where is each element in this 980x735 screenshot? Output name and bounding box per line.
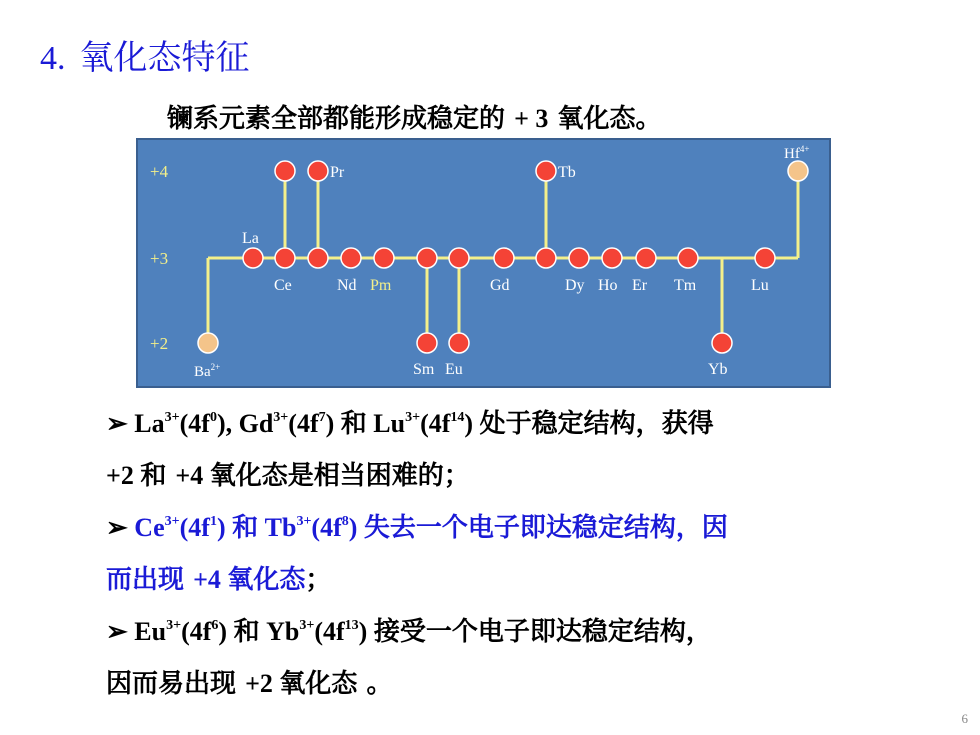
- element-node-la: [243, 248, 263, 268]
- chinese-text: 氧化态是相当困难的；: [209, 461, 470, 491]
- superscript: 3+: [164, 514, 180, 529]
- formula-text: (4f: [311, 513, 342, 542]
- formula-text: ): [218, 617, 234, 646]
- subtitle-statement: [167, 98, 661, 135]
- hf-node: [788, 161, 808, 181]
- bullet-marker: ➢: [106, 513, 128, 542]
- subtitle-part1: 镧系元素全部都能形成稳定的: [167, 104, 515, 134]
- formula-text: Lu: [366, 409, 406, 438]
- level-label: +3: [150, 249, 169, 268]
- section-heading: [40, 30, 250, 79]
- element-node-eu-plus3: [449, 248, 469, 268]
- superscript: 7: [318, 410, 326, 425]
- element-label-nd: Nd: [337, 277, 357, 294]
- element-label-sm: Sm: [413, 361, 435, 378]
- element-node-yb: [712, 333, 732, 353]
- formula-text: (4f: [420, 409, 451, 438]
- element-node-dy: [569, 248, 589, 268]
- bullet-1-line2: [106, 450, 926, 502]
- chinese-text: 因而易出现: [106, 669, 246, 699]
- element-node-gd: [494, 248, 514, 268]
- element-node-pr-plus3: [308, 248, 328, 268]
- formula-text: ): [464, 409, 480, 438]
- superscript: 3+: [299, 618, 315, 633]
- element-node-sm-plus3: [417, 248, 437, 268]
- section-number: 4.: [40, 40, 66, 77]
- element-node-pm: [374, 248, 394, 268]
- superscript: 0: [209, 410, 217, 425]
- element-node-ce-plus3: [275, 248, 295, 268]
- page-number: 6: [961, 711, 968, 726]
- formula-text: ): [325, 409, 341, 438]
- hf-label: $Hf^{4+}$: [784, 144, 810, 162]
- formula-text: ): [358, 617, 374, 646]
- chinese-text: 处于稳定结构，获得: [479, 409, 714, 439]
- formula-text: Eu: [127, 617, 167, 646]
- formula-text: (4f: [179, 513, 210, 542]
- element-node-nd: [341, 248, 361, 268]
- element-label-yb: Yb: [708, 361, 728, 378]
- formula-text: Yb: [259, 617, 300, 646]
- superscript: 3+: [166, 618, 182, 633]
- superscript: 3+: [405, 410, 421, 425]
- element-label-tb: Tb: [558, 164, 576, 181]
- bullet-list: [106, 398, 926, 710]
- bullet-2-line2: [106, 554, 926, 606]
- element-label-pr: Pr: [330, 164, 345, 181]
- element-label-ce: Ce: [274, 277, 292, 294]
- punctuation: ；: [305, 565, 332, 595]
- bullet-3-line1: [106, 606, 926, 658]
- chinese-text: 和: [140, 461, 176, 491]
- element-node-lu: [755, 248, 775, 268]
- ba-label: $Ba^{2+}$: [194, 362, 221, 380]
- element-node-pr: [308, 161, 328, 181]
- element-node-sm: [417, 333, 437, 353]
- element-node-tb: [536, 161, 556, 181]
- section-title: 氧化态特征: [79, 38, 250, 78]
- chinese-text: 失去一个电子即达稳定结构，因: [363, 513, 728, 543]
- element-label-gd: Gd: [490, 277, 510, 294]
- chinese-text: 而出现: [106, 565, 194, 595]
- formula-text: ): [216, 513, 233, 542]
- chinese-text: 和: [233, 617, 260, 647]
- chinese-text: 氧化态: [227, 565, 306, 595]
- bullet-1-line1: [106, 398, 926, 450]
- formula-text: +2: [106, 461, 141, 490]
- ba-node: [198, 333, 218, 353]
- formula-text: +4: [175, 461, 210, 490]
- element-node-ho: [602, 248, 622, 268]
- bullet-marker: ➢: [106, 617, 128, 646]
- element-label-tm: Tm: [674, 277, 697, 294]
- element-label-dy: Dy: [565, 277, 585, 294]
- chinese-text: 和: [340, 409, 367, 439]
- element-node-tb-plus3: [536, 248, 556, 268]
- subtitle-oxidation: + 3: [514, 104, 549, 133]
- formula-text: La: [127, 409, 165, 438]
- element-node-tm: [678, 248, 698, 268]
- formula-text: (4f: [181, 617, 212, 646]
- formula-text: Tb: [258, 513, 297, 542]
- element-label-er: Er: [632, 277, 648, 294]
- formula-text: ): [348, 513, 364, 542]
- formula-text: Ce: [127, 513, 165, 542]
- formula-text: (4f: [179, 409, 210, 438]
- superscript: 8: [341, 514, 349, 529]
- superscript: 13: [344, 618, 359, 633]
- bullet-marker: ➢: [106, 409, 128, 438]
- superscript: 14: [450, 410, 465, 425]
- element-label-la: La: [242, 230, 259, 247]
- formula-text: ), Gd: [216, 409, 274, 438]
- bullet-3-line2: [106, 658, 926, 710]
- superscript: 1: [209, 514, 217, 529]
- element-label-ho: Ho: [598, 277, 618, 294]
- superscript: 3+: [273, 410, 289, 425]
- level-label: +2: [150, 334, 169, 353]
- oxidation-state-diagram: [136, 138, 831, 388]
- superscript: 6: [211, 618, 219, 633]
- formula-text: +2: [245, 669, 280, 698]
- element-node-ce: [275, 161, 295, 181]
- superscript: 3+: [164, 410, 180, 425]
- subtitle-part3: 氧化态。: [548, 104, 662, 134]
- element-node-er: [636, 248, 656, 268]
- formula-text: (4f: [288, 409, 319, 438]
- element-label-eu: Eu: [445, 361, 463, 378]
- formula-text: (4f: [314, 617, 345, 646]
- chinese-text: 和: [232, 513, 259, 543]
- level-label: +4: [150, 162, 169, 181]
- superscript: 3+: [296, 514, 312, 529]
- element-label-lu: Lu: [751, 277, 769, 294]
- element-label-pm: Pm: [370, 277, 392, 294]
- bullet-2-line1: [106, 502, 926, 554]
- formula-text: +4: [193, 565, 228, 594]
- element-node-eu: [449, 333, 469, 353]
- chinese-text: 氧化态 。: [279, 669, 393, 699]
- chinese-text: 接受一个电子即达稳定结构，: [373, 617, 712, 647]
